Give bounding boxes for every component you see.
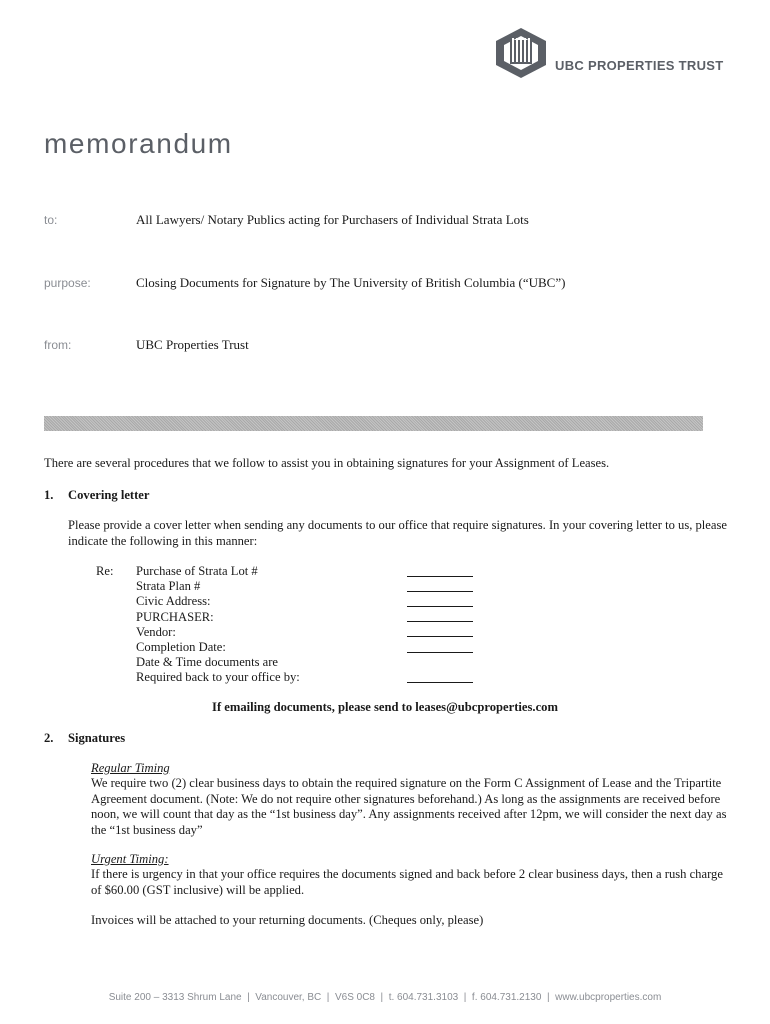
purpose-value: Closing Documents for Signature by The University of British Columbia (“UBC”) bbox=[136, 275, 566, 290]
building-logo-icon bbox=[492, 26, 550, 80]
intro-paragraph: There are several procedures that we follow to assist you in obtaining signatures for your Assignment of Leases. bbox=[44, 456, 610, 470]
re-item: Vendor: bbox=[136, 624, 176, 639]
to-label: to: bbox=[44, 213, 58, 227]
footer-contact: Suite 200 – 3313 Shrum Lane | Vancouver, BC | V6S 0C8 | t. 604.731.3103 | f. 604.731.2130 | www.ubcproperties.com bbox=[108, 992, 662, 1003]
blank-line bbox=[407, 652, 473, 653]
section-divider bbox=[44, 416, 703, 431]
section2-heading: Signatures bbox=[68, 731, 126, 745]
section1-paragraph: Please provide a cover letter when sending any documents to our office that require signatures. In your covering letter to us, please indicate the following in this manner: bbox=[68, 518, 727, 548]
regular-timing-paragraph: We require two (2) clear business days to obtain the required signature on the Form C Assignment of Lease and the Tripartite Agreement document. (Note: We do not require other signatures beforehand.) As long as the assignments are received before noon, we will count that day as the “1st business day”. Any assignments received after 12pm, we will consider the next day as the “1st business day” bbox=[91, 776, 727, 837]
from-label: from: bbox=[44, 338, 72, 352]
section1-number: 1. bbox=[44, 488, 54, 502]
blank-line bbox=[407, 636, 473, 637]
logo-text: UBC PROPERTIES TRUST bbox=[555, 58, 724, 73]
regular-timing-title: Regular Timing bbox=[91, 761, 170, 775]
urgent-timing-paragraph: If there is urgency in that your office requires the documents signed and back before 2 clear business days, then a rush charge of $60.00 (GST inclusive) will be applied. bbox=[91, 867, 723, 897]
from-value: UBC Properties Trust bbox=[136, 337, 249, 352]
blank-line bbox=[407, 682, 473, 683]
re-item: Purchase of Strata Lot # bbox=[136, 564, 258, 578]
re-item: PURCHASER: bbox=[136, 609, 214, 624]
invoices-paragraph: Invoices will be attached to your returning documents. (Cheques only, please) bbox=[91, 913, 484, 927]
blank-line bbox=[407, 621, 473, 622]
section2-number: 2. bbox=[44, 731, 54, 745]
blank-line bbox=[407, 576, 473, 577]
blank-line bbox=[407, 591, 473, 592]
urgent-timing-title: Urgent Timing: bbox=[91, 852, 169, 866]
purpose-label: purpose: bbox=[44, 276, 91, 290]
company-logo bbox=[492, 26, 732, 80]
re-item: Date & Time documents are bbox=[136, 655, 279, 670]
re-item: Required back to your office by: bbox=[136, 670, 300, 685]
re-label: Re: bbox=[96, 564, 114, 578]
page-title: memorandum bbox=[44, 128, 233, 159]
re-list bbox=[136, 564, 300, 686]
re-item: Strata Plan # bbox=[136, 579, 201, 594]
re-item: Civic Address: bbox=[136, 594, 211, 609]
re-item: Completion Date: bbox=[136, 640, 226, 655]
section1-heading: Covering letter bbox=[68, 488, 150, 502]
email-note: If emailing documents, please send to leases@ubcproperties.com bbox=[212, 700, 558, 714]
to-value: All Lawyers/ Notary Publics acting for Purchasers of Individual Strata Lots bbox=[136, 212, 529, 227]
blank-line bbox=[407, 606, 473, 607]
